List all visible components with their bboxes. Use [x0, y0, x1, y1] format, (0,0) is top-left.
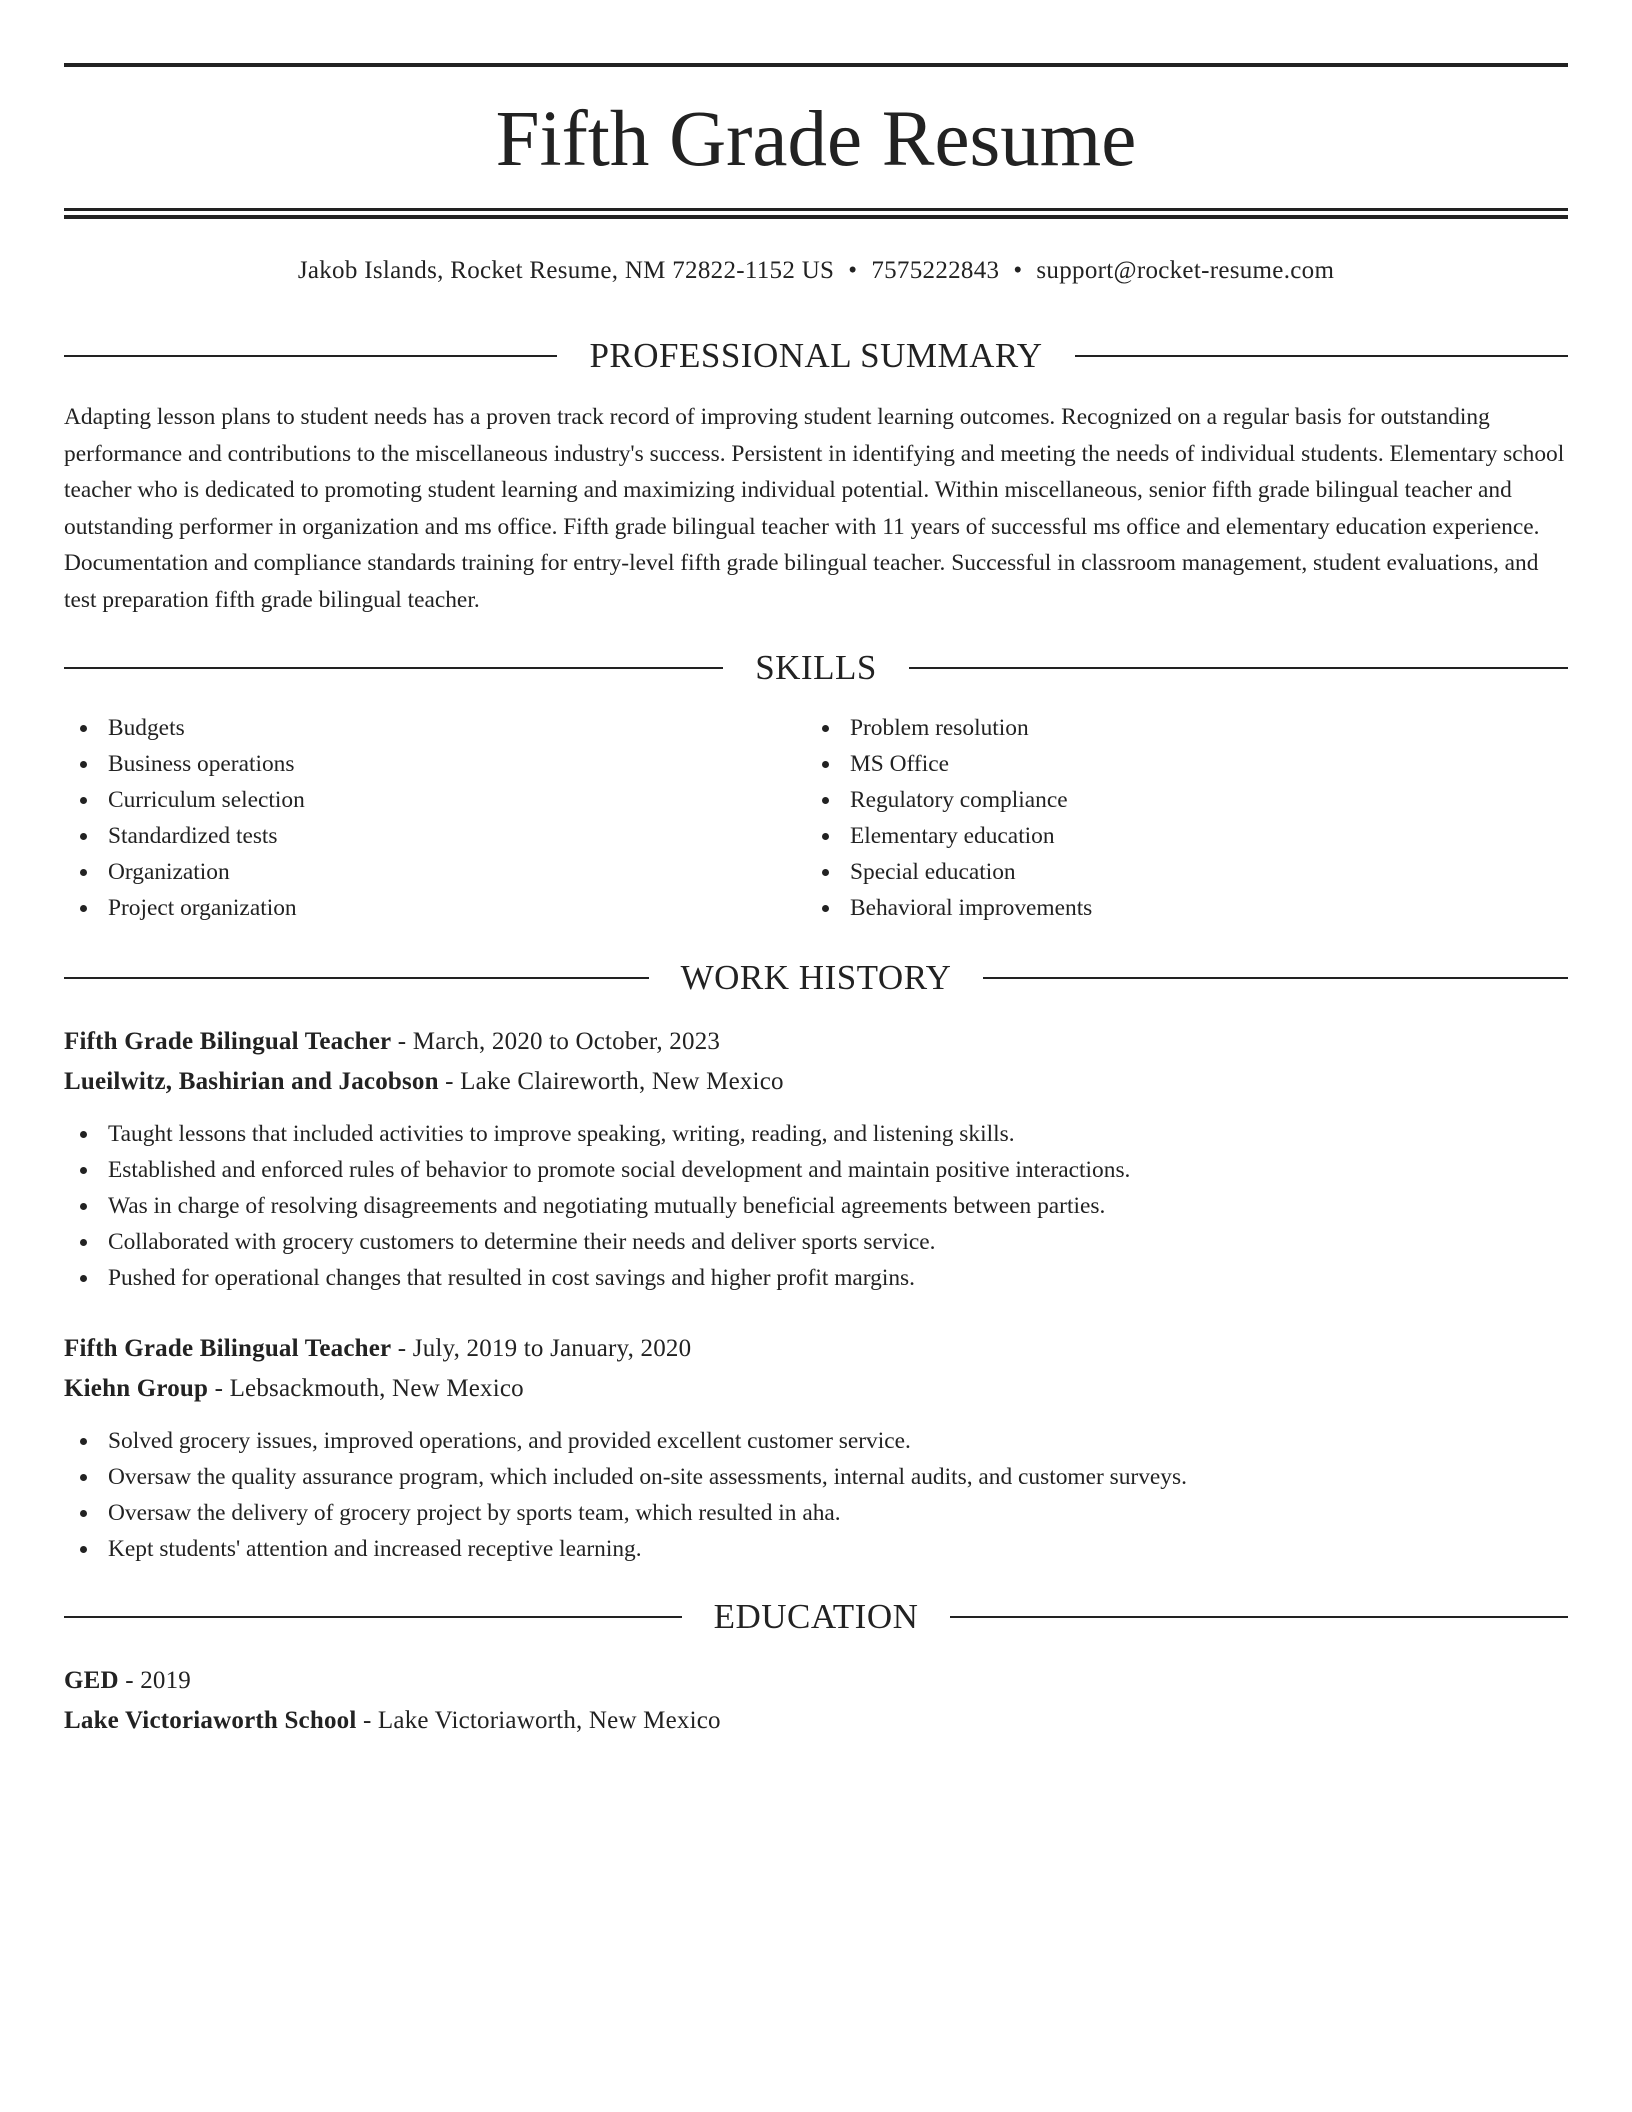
job-company-line [64, 1369, 1568, 1409]
job-location: - Lake Claireworth, New Mexico [438, 1068, 784, 1095]
education-section-heading [64, 1595, 1568, 1639]
resume-title: Fifth Grade Resume [495, 96, 1137, 183]
heading-rule [909, 667, 1568, 669]
contact-line [64, 254, 1568, 288]
header-bottom-rule [64, 208, 1568, 211]
job-bullet: Oversaw the delivery of grocery project by sports team, which resulted in aha. [64, 1495, 1568, 1531]
skill-item: Organization [64, 854, 305, 890]
job-bullet: Was in charge of resolving disagreements and negotiating mutually beneficial agreements between parties. [64, 1188, 1568, 1224]
job-bullet: Kept students' attention and increased receptive learning. [64, 1531, 1568, 1567]
skill-item: Project organization [64, 890, 305, 926]
contact-email: support@rocket-resume.com [1036, 257, 1335, 284]
job-title-line [64, 1329, 1568, 1369]
education-degree-line [64, 1661, 1568, 1701]
summary-heading-label: PROFESSIONAL SUMMARY [589, 336, 1043, 375]
header-top-rule [64, 63, 1568, 67]
job-bullet: Taught lessons that included activities to improve speaking, writing, reading, and listening skills. [64, 1116, 1568, 1152]
header-bottom-rule-thick [64, 215, 1568, 219]
work-heading-label: WORK HISTORY [680, 958, 952, 997]
education-year: - 2019 [118, 1667, 192, 1694]
heading-rule [64, 1616, 682, 1618]
skill-item: Problem resolution [806, 710, 1092, 746]
skills-list-right [806, 710, 1092, 926]
education-location: - Lake Victoriaworth, New Mexico [356, 1707, 721, 1734]
job-bullet: Collaborated with grocery customers to determine their needs and deliver sports service. [64, 1224, 1568, 1260]
job-bullet: Established and enforced rules of behavior to promote social development and maintain positive interactions. [64, 1152, 1568, 1188]
heading-rule [950, 1616, 1568, 1618]
skill-item: Regulatory compliance [806, 782, 1092, 818]
contact-address: Jakob Islands, Rocket Resume, NM 72822-1152 US [297, 257, 835, 284]
skills-section-heading [64, 646, 1568, 690]
education-heading-label: EDUCATION [713, 1597, 919, 1636]
contact-separator: • [848, 257, 858, 284]
contact-phone: 7575222843 [871, 257, 1000, 284]
job-title: Fifth Grade Bilingual Teacher [64, 1028, 392, 1055]
job-bullet: Solved grocery issues, improved operations, and provided excellent customer service. [64, 1423, 1568, 1459]
summary-text: Adapting lesson plans to student needs has a proven track record of improving student learning outcomes. Recognized on a regular basis for outstanding performance and contributions to the miscellaneous industry's success. Persistent in identifying and meeting the needs of individual students. Elementary school teacher who is dedicated to promoting student learning and maximizing individual potential. Within miscellaneous, senior fifth grade bilingual teacher and outstanding performer in organization and ms office. Fifth grade bilingual teacher with 11 years of successful ms office and elementary education experience. Documentation and compliance standards training for entry-level fifth grade bilingual teacher. Successful in classroom management, student evaluations, and test preparation fifth grade bilingual teacher. [64, 404, 1565, 613]
skill-item: Curriculum selection [64, 782, 305, 818]
skill-item: Behavioral improvements [806, 890, 1092, 926]
heading-rule [64, 667, 723, 669]
skill-item: Business operations [64, 746, 305, 782]
skills-list-left [64, 710, 305, 926]
skill-item: MS Office [806, 746, 1092, 782]
job-dates: - March, 2020 to October, 2023 [391, 1028, 721, 1055]
skill-item: Elementary education [806, 818, 1092, 854]
job-bullet: Pushed for operational changes that resulted in cost savings and higher profit margins. [64, 1260, 1568, 1296]
heading-rule [64, 977, 649, 979]
skill-item: Standardized tests [64, 818, 305, 854]
education-degree: GED [64, 1667, 119, 1694]
contact-separator: • [1013, 257, 1023, 284]
job-company: Lueilwitz, Bashirian and Jacobson [64, 1068, 439, 1095]
job-company-line [64, 1062, 1568, 1102]
education-school: Lake Victoriaworth School [64, 1707, 357, 1734]
job-company: Kiehn Group [64, 1375, 209, 1402]
heading-rule [64, 355, 557, 357]
job-bullets [64, 1423, 1568, 1567]
job-dates: - July, 2019 to January, 2020 [391, 1335, 692, 1362]
job-bullet: Oversaw the quality assurance program, which included on-site assessments, internal audits, and customer surveys. [64, 1459, 1568, 1495]
summary-section-heading [64, 334, 1568, 378]
work-section-heading [64, 956, 1568, 1000]
job-title: Fifth Grade Bilingual Teacher [64, 1335, 392, 1362]
job-location: - Lebsackmouth, New Mexico [208, 1375, 524, 1402]
heading-rule [1075, 355, 1568, 357]
education-school-line [64, 1701, 1568, 1741]
skills-heading-label: SKILLS [755, 648, 877, 687]
skill-item: Budgets [64, 710, 305, 746]
skill-item: Special education [806, 854, 1092, 890]
job-title-line [64, 1022, 1568, 1062]
heading-rule [983, 977, 1568, 979]
job-bullets [64, 1116, 1568, 1296]
